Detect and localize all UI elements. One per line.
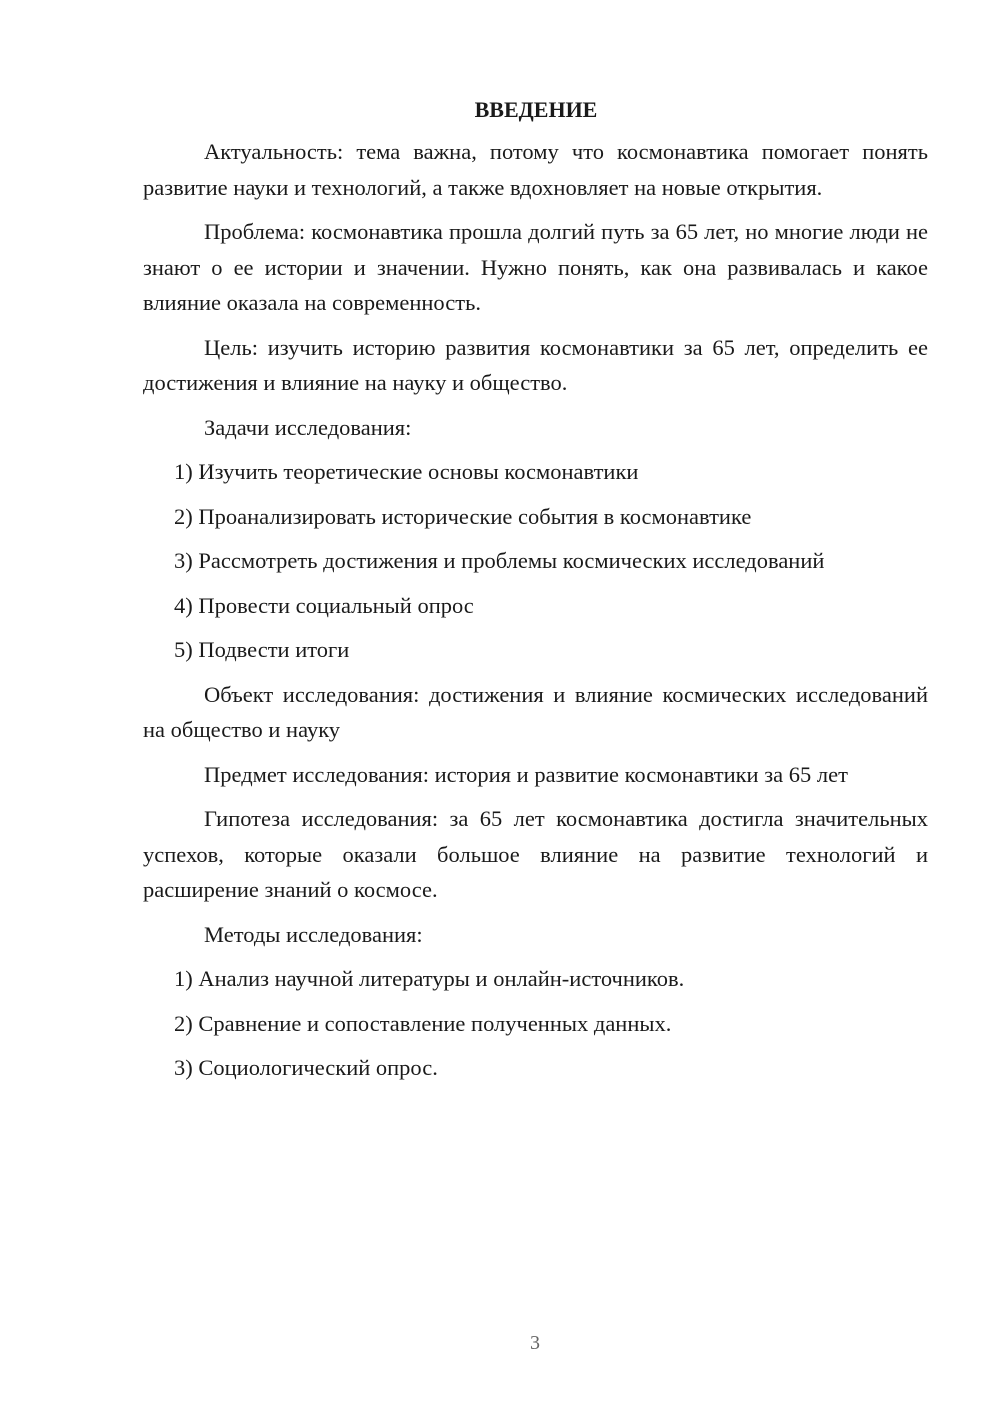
method-item: 3) Социологический опрос. xyxy=(174,1055,438,1080)
goal-paragraph: Цель: изучить историю развития космонавтики за 65 лет, определить ее достижения и влияние на науку и общество. xyxy=(143,334,928,395)
task-item: 1) Изучить теоретические основы космонавтики xyxy=(174,459,639,484)
method-item: 2) Сравнение и сопоставление полученных данных. xyxy=(174,1010,672,1036)
document-body xyxy=(143,92,928,1086)
task-item: 2) Проанализировать исторические события в космонавтике xyxy=(174,503,752,529)
methods-heading: Методы исследования: xyxy=(204,921,423,947)
task-item: 4) Провести социальный опрос xyxy=(174,592,474,618)
page-number: 3 xyxy=(530,1332,540,1354)
task-item: 3) Рассмотреть достижения и проблемы космических исследований xyxy=(174,548,825,573)
task-item: 5) Подвести итоги xyxy=(174,637,350,662)
relevance-paragraph: Актуальность: тема важна, потому что космонавтика помогает понять развитие науки и технологий, а также вдохновляет на новые открытия. xyxy=(143,139,928,200)
object-paragraph: Объект исследования: достижения и влияние космических исследований на общество и науку xyxy=(143,681,928,742)
method-item: 1) Анализ научной литературы и онлайн-источников. xyxy=(174,966,685,991)
subject-paragraph: Предмет исследования: история и развитие космонавтики за 65 лет xyxy=(204,761,848,787)
problem-paragraph: Проблема: космонавтика прошла долгий путь за 65 лет, но многие люди не знают о ее истории и значении. Нужно понять, как она развивалась и какое влияние оказала на современность. xyxy=(143,219,928,315)
tasks-heading: Задачи исследования: xyxy=(204,414,412,440)
section-title: ВВЕДЕНИЕ xyxy=(474,97,598,122)
hypothesis-paragraph: Гипотеза исследования: за 65 лет космонавтика достигла значительных успехов, которые оказали большое влияние на развитие технологий и расширение знаний о космосе. xyxy=(143,806,928,902)
